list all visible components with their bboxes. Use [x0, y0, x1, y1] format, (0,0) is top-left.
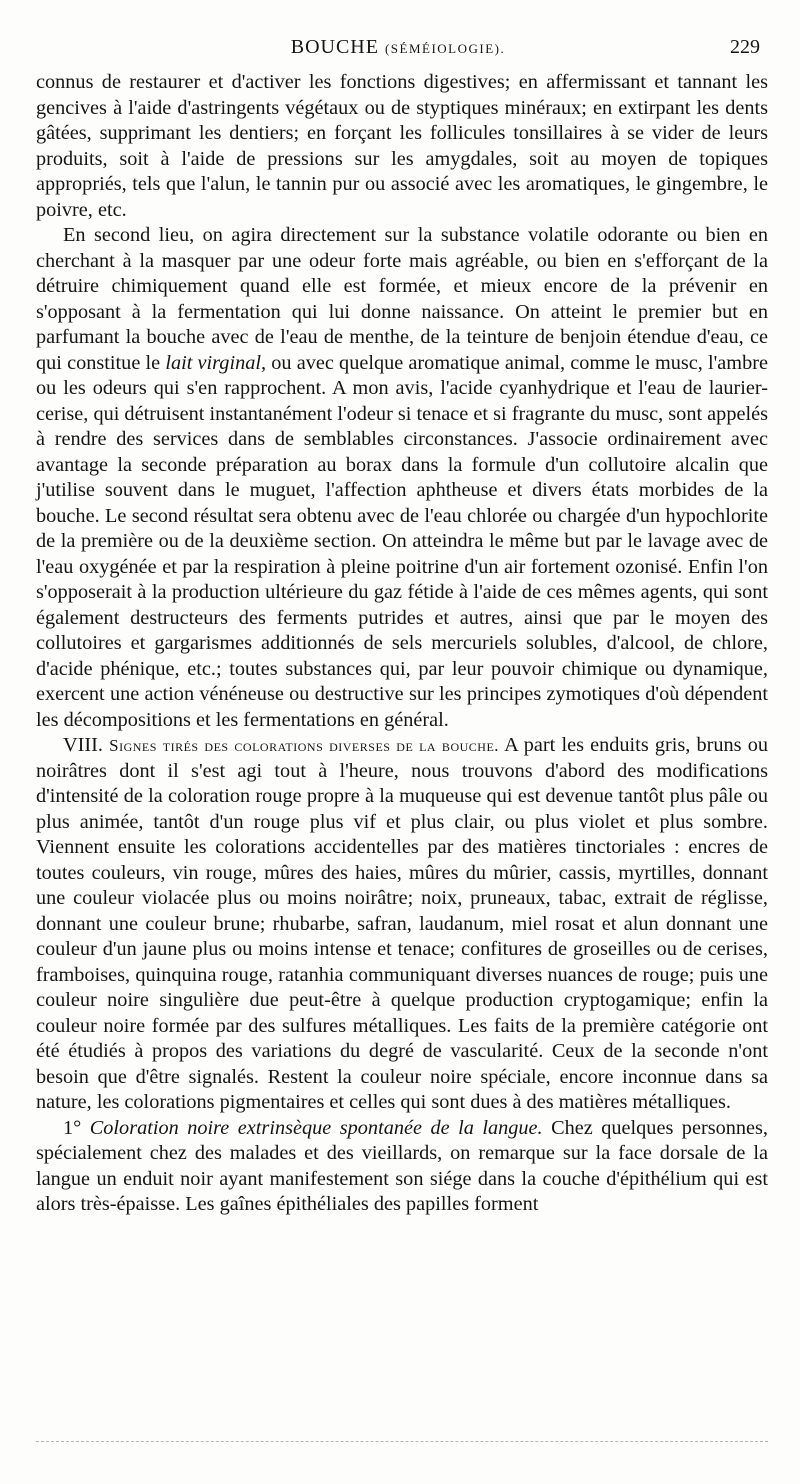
section-heading: Signes tirés des colorations diverses de la bouche. — [109, 736, 500, 755]
paragraph-4 — [36, 1116, 768, 1218]
subsection-heading: Coloration noire extrinsèque spontanée de la langue. — [89, 1116, 543, 1139]
paragraph-2-part-2: , ou avec quelque aromatique animal, comme le musc, l'ambre ou les odeurs qui s'en rapprochent. A mon avis, l'acide cyanhydrique et l'eau de laurier-cerise, qui détruisent instantanément l'odeur si tenace et si fragrante du musc, sont appelés à rendre des services dans de semblables circonstances. J'associe ordinairement avec avantage la seconde préparation au borax dans la formule d'un collutoire alcalin que j'utilise souvent dans le muguet, l'affection aphtheuse et divers états morbides de la bouche. Le second résultat sera obtenu avec de l'eau chlorée ou chargée d'un hypochlorite de la première ou de la deuxième section. On atteindra le même but par le lavage avec de l'eau oxygénée et par la respiration à pleine poitrine d'un air fortement ozonisé. Enfin l'on s'opposerait à la production ultérieure du gaz fétide à l'aide de ces mêmes agents, qui sont également destructeurs des ferments putrides et autres, ainsi que par le moyen des collutoires et gargarismes additionnés de sels mercuriels solubles, d'alcool, de chlore, d'acide phénique, etc.; toutes substances qui, par leur pouvoir chimique ou dynamique, exercent une action vénéneuse ou destructive sur les principes zymotiques d'où dépendent les décompositions et les fermentations en général. — [36, 351, 768, 731]
page-number: 229 — [730, 36, 760, 58]
paragraph-1: connus de restaurer et d'activer les fonctions digestives; en affermissant et tannant les gencives à l'aide d'astringents végétaux ou de styptiques minéraux; en extirpant les dents gâtées, supprimant les dentiers; en forçant les follicules tonsillaires à se vider de leurs produits, soit à l'aide de pressions sur les amygdales, soit au moyen de topiques appropriés, tels que l'alun, le tannin pur ou associé avec les aromatiques, le gingembre, le poivre, etc. — [36, 71, 768, 221]
paragraph-2-italic-term: lait virginal — [165, 351, 262, 374]
paragraph-4-text: Chez quelques personnes, spécialement chez des malades et des vieillards, on remarque sur la face dorsale de la langue un enduit noir ayant manifestement son siége dans la couche d'épithélium qui est alors très-épaisse. Les gaînes épithéliales des papilles forment — [36, 1116, 768, 1215]
running-title-subtitle: (SÉMÉIOLOGIE). — [384, 41, 506, 56]
paragraph-2-part-1: En second lieu, on agira directement sur la substance volatile odorante ou bien en cherchant à la masquer par une odeur forte mais agréable, ou bien en s'efforçant de la détruire chimiquement quand elle est formée, et mieux encore de la prévenir en s'opposant à la fermentation qui lui donne naissance. On atteint le premier but en parfumant la bouche avec de l'eau de menthe, de la teinture de benjoin étendue d'eau, ce qui constitue le — [36, 224, 768, 374]
running-title — [36, 36, 760, 59]
paragraph-3 — [36, 733, 768, 1116]
paragraph-2 — [36, 223, 768, 733]
section-numeral: VIII. — [63, 734, 103, 756]
page-header — [36, 36, 760, 66]
bottom-dotted-line — [36, 1441, 768, 1442]
running-title-main: BOUCHE — [290, 36, 379, 58]
paragraph-3-text: A part les enduits gris, bruns ou noirâtres dont il s'est agi tout à l'heure, nous trouvons d'abord des modifications d'intensité de la coloration rouge propre à la muqueuse qui est devenue tantôt plus pâle ou plus animée, tantôt d'un rouge plus vif et plus clair, ou plus violet et plus sombre. Viennent ensuite les colorations accidentelles par des matières tinctoriales : encres de toutes couleurs, vin rouge, mûres des haies, mûres du mûrier, cassis, myrtilles, donnant une couleur violacée plus ou moins noirâtre; noix, pruneaux, tabac, extrait de réglisse, donnant une couleur brune; rhubarbe, safran, laudanum, miel rosat et alun donnant une couleur d'un jaune plus ou moins intense et tenace; confitures de groseilles ou de cerises, framboises, quinquina rouge, ratanhia communiquant diverses nuances de rouge; puis une couleur noire singulière due peut-être à quelque production cryptogamique; enfin la couleur noire formée par des sulfures métalliques. Les faits de la première catégorie ont été étudiés à propos des variations du degré de vascularité. Ceux de la seconde n'ont besoin que d'être signalés. Restent la couleur noire spéciale, encore inconnue dans sa nature, les colorations pigmentaires et celles qui sont dues à des matières métalliques. — [36, 734, 769, 1113]
body-text — [36, 70, 768, 1218]
subsection-number: 1° — [63, 1116, 82, 1139]
